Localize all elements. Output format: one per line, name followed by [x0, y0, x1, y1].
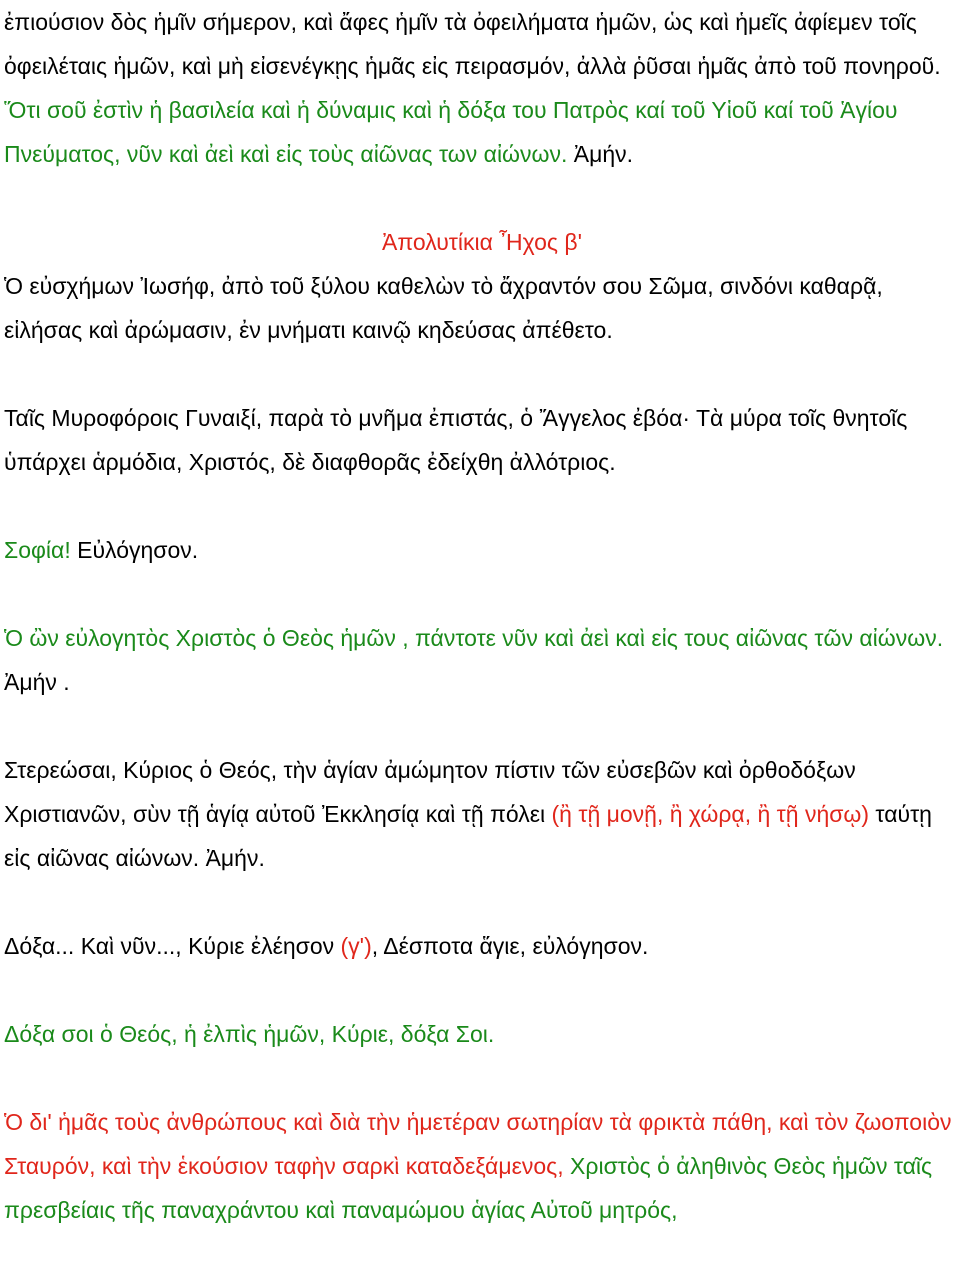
paragraph-gap — [4, 1056, 960, 1100]
apolytikion-joseph — [4, 264, 960, 352]
glory-to-thee-text: Δόξα σοι ὁ Θεός, ἡ ἐλπὶς ἡμῶν, Κύριε, δόξα Σοι. — [4, 1021, 495, 1047]
paragraph-gap — [4, 176, 960, 220]
lords-prayer-ending — [4, 0, 960, 88]
prayer-text: ἐπιούσιον δὸς ἡμῖν σήμερον, καὶ ἄφες ἡμῖν τὰ ὀφειλήματα ἡμῶν, ὡς καὶ ἡμεῖς ἀφίεμεν τοῖς ὀφειλέταις ἡμῶν, καὶ μὴ εἰσενέγκῃς ἡμᾶς εἰς πειρασμόν, ἀλλὰ ῥῦσαι ἡμᾶς ἀπὸ τοῦ πονηροῦ. — [4, 9, 941, 79]
blessing-text: Ὁ ὢν εὐλογητὸς Χριστὸς ὁ Θεὸς ἡμῶν , πάντοτε νῦν καὶ ἀεὶ καὶ εἰς τους αἰῶνας τῶν αἰώνων. — [4, 625, 944, 651]
thrice-rubric: (γ') — [340, 933, 372, 959]
prayer-text: Στερεώσαι, Κύριος ὁ Θεός, τὴν ἁγίαν ἀμώμητον πίστιν τῶν εὐσεβῶν καὶ ὀρθοδόξων Χριστιανῶν, σὺν τῇ ἁγίᾳ αὐτοῦ Ἐκκλησίᾳ καὶ τῇ πόλει — [4, 757, 856, 827]
doxology-exclamation — [4, 88, 960, 176]
amen-text: Ἀμήν . — [4, 669, 70, 695]
glory-now-line — [4, 924, 960, 968]
heading-text: Ἀπολυτίκια Ἦχος β' — [382, 229, 582, 255]
blessed-is-christ — [4, 616, 960, 704]
hymn-text: Ταῖς Μυροφόροις Γυναιξί, παρὰ τὸ μνῆμα ἐπιστάς, ὁ Ἄγγελος ἐβόα· Τὰ μύρα τοῖς θνητοῖς ὑπάρχει ἁρμόδια, Χριστός, δὲ διαφθορᾶς ἐδείχθη ἀλλότριος. — [4, 405, 908, 475]
glory-text: Δόξα... Καὶ νῦν..., Κύριε ἐλέησον — [4, 933, 341, 959]
strengthen-prayer — [4, 748, 960, 880]
paragraph-gap — [4, 484, 960, 528]
exclamation-text: Ὅτι σοῦ ἐστὶν ἡ βασιλεία καὶ ἡ δύναμις καὶ ἡ δόξα του Πατρὸς καί τοῦ Υἱοῦ καί τοῦ Ἁγίου Πνεύματος, νῦν καὶ ἀεὶ καὶ εἰς τοὺς αἰῶνας των αἰώνων. — [4, 97, 898, 167]
apolytikia-heading — [4, 220, 960, 264]
dismissal-red-text: Ὁ δι' ἡμᾶς τοὺς ἀνθρώπους καὶ διὰ τὴν ἡμετέραν σωτηρίαν τὰ φρικτὰ πάθη, καὶ τὸν ζωοποιὸν Σταυρόν, καὶ τὴν ἑκούσιον ταφὴν σαρκὶ καταδεξάμενος, — [4, 1109, 952, 1179]
evlogison-text: Εὐλόγησον. — [70, 537, 199, 563]
despota-text: , Δέσποτα ἅγιε, εὐλόγησον. — [371, 933, 649, 959]
glory-to-thee — [4, 1012, 960, 1056]
hymn-text: Ὁ εὐσχήμων Ἰωσήφ, ἀπὸ τοῦ ξύλου καθελὼν τὸ ἄχραντόν σου Σῶμα, σινδόνι καθαρᾷ, εἱλήσας καὶ ἀρώμασιν, ἐν μνήματι καινῷ κηδεύσας ἀπέθετο. — [4, 273, 883, 343]
paragraph-gap — [4, 704, 960, 748]
prayer-text-end: ταύτῃ εἰς αἰῶνας αἰώνων. Ἀμήν. — [4, 801, 932, 871]
paragraph-gap — [4, 572, 960, 616]
dismissal-green-text: Χριστὸς ὁ ἀληθινὸς Θεὸς ἡμῶν ταῖς πρεσβείαις τῆς παναχράντου καὶ παναμώμου ἁγίας Αὐτοῦ μητρός, — [4, 1153, 933, 1223]
paragraph-gap — [4, 968, 960, 1012]
liturgical-text-page — [4, 0, 960, 1232]
sophia-text: Σοφία! — [4, 537, 71, 563]
amen-text: Ἀμήν. — [567, 141, 634, 167]
paragraph-gap — [4, 352, 960, 396]
apolytikion-myrrhbearers — [4, 396, 960, 484]
sophia-line — [4, 528, 960, 572]
dismissal-prayer — [4, 1100, 960, 1232]
rubric-text: (ἢ τῇ μονῇ, ἢ χώρᾳ, ἢ τῇ νήσῳ) — [551, 801, 870, 827]
paragraph-gap — [4, 880, 960, 924]
